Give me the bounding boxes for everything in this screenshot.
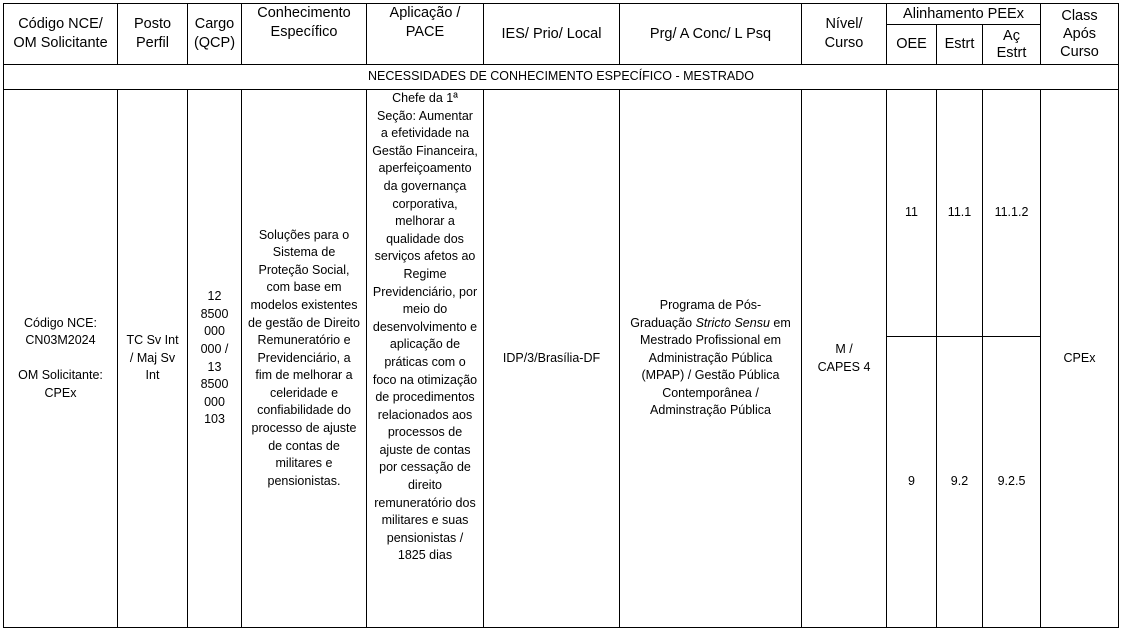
- cell-oee-2: 9: [887, 337, 937, 628]
- section-title: NECESSIDADES DE CONHECIMENTO ESPECÍFICO - MESTRADO: [4, 65, 1119, 90]
- header-estrt: Estrt: [937, 25, 983, 65]
- header-posto-perfil: Posto Perfil: [118, 4, 188, 65]
- cell-ies: IDP/3/Brasília-DF: [484, 90, 620, 628]
- cell-class: CPEx: [1041, 90, 1119, 628]
- header-prg: Prg/ A Conc/ L Psq: [620, 4, 802, 65]
- header-class: Class Após Curso: [1041, 4, 1119, 65]
- cell-oee-1: 11: [887, 90, 937, 337]
- cell-nivel: M / CAPES 4: [802, 90, 887, 628]
- knowledge-needs-table: [3, 3, 1119, 628]
- cell-ac-estrt-1: 11.1.2: [983, 90, 1041, 337]
- header-oee: OEE: [887, 25, 937, 65]
- prg-text-before: Programa de Pós-Graduação: [630, 297, 762, 330]
- cell-cargo: 12 8500 000 000 / 13 8500 000 103: [188, 90, 242, 628]
- header-cargo: Cargo (QCP): [188, 4, 242, 65]
- prg-text-italic: Stricto Sensu: [695, 315, 770, 330]
- header-aplicacao: Aplicação / PACE: [367, 4, 484, 65]
- cell-estrt-2: 9.2: [937, 337, 983, 628]
- header-codigo: Código NCE/ OM Solicitante: [4, 4, 118, 65]
- cell-ac-estrt-2: 9.2.5: [983, 337, 1041, 628]
- prg-text-after: em Mestrado Profissional em Administração Pública (MPAP) / Gestão Pública Contemporânea / Adminstração Pública: [639, 315, 791, 418]
- document-page: [3, 3, 1119, 628]
- table-row: [4, 90, 1119, 337]
- cell-codigo: Código NCE: CN03M2024 OM Solicitante: CPEx: [4, 90, 118, 628]
- cell-aplicacao: Chefe da 1ª Seção: Aumentar a efetividade na Gestão Financeira, aperfeiçoamento da governança corporativa, melhorar a qualidade dos serviços afetos ao Regime Previdenciário, por meio do desenvolvimento e aplicação de práticas com o foco na otimização de procedimentos relacionados aos processos de ajuste de contas por cessação de direito remuneratório dos militares e suas pensionistas / 1825 dias: [367, 90, 484, 628]
- cell-estrt-1: 11.1: [937, 90, 983, 337]
- header-ies: IES/ Prio/ Local: [484, 4, 620, 65]
- header-alinhamento: Alinhamento PEEx: [887, 4, 1041, 25]
- header-conhecimento: Conhecimento Específico: [242, 4, 367, 65]
- header-nivel: Nível/ Curso: [802, 4, 887, 65]
- cell-conhecimento: Soluções para o Sistema de Proteção Social, com base em modelos existentes de gestão de Direito Remuneratório e Previdenciário, a fim de melhorar a celeridade e confiabilidade do processo de ajuste de contas de militares e pensionistas.: [242, 90, 367, 628]
- header-ac-estrt: Aç Estrt: [983, 25, 1041, 65]
- cell-posto-perfil: TC Sv Int / Maj Sv Int: [118, 90, 188, 628]
- cell-prg: [620, 90, 802, 628]
